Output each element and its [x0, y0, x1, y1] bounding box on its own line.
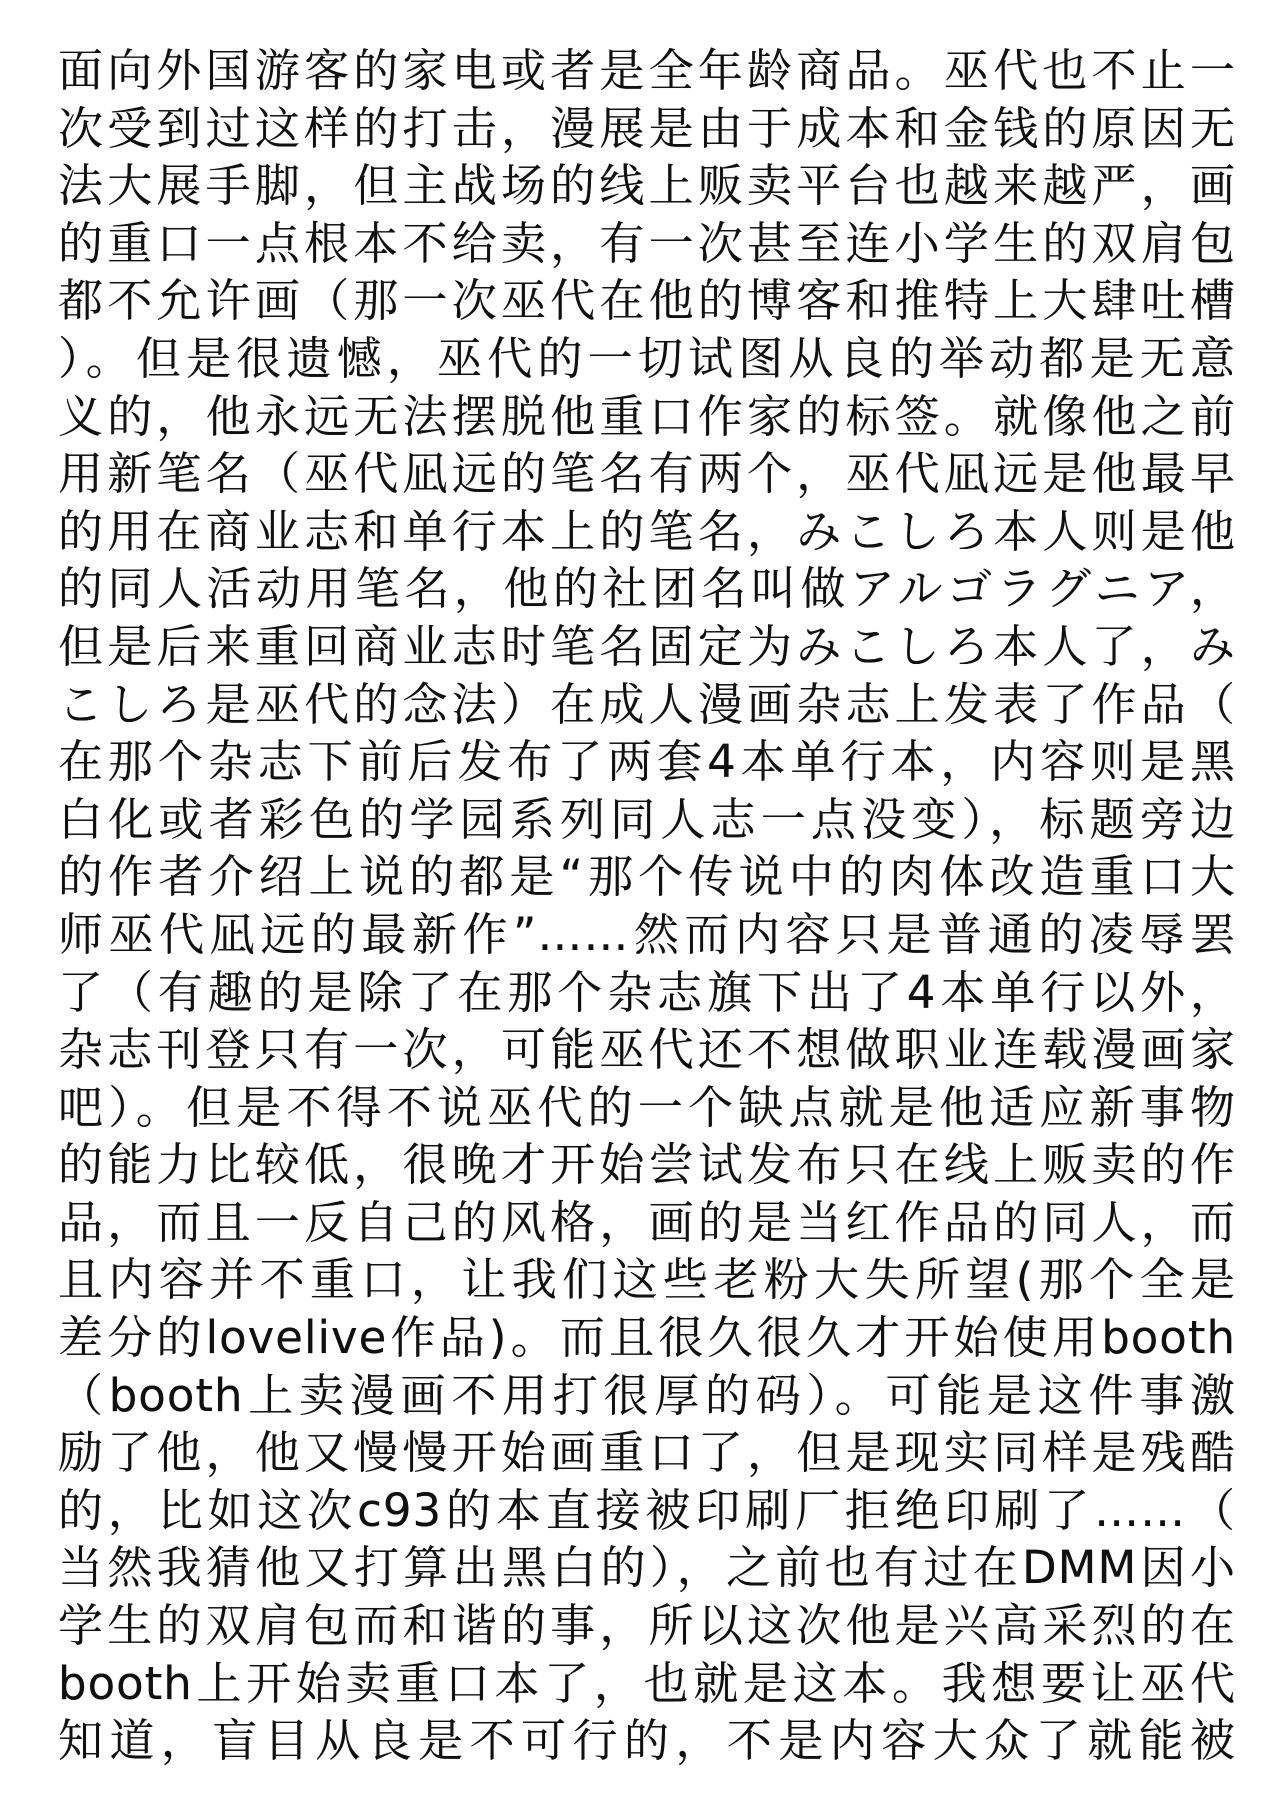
text-line: 的，比如这次c93的本直接被印刷厂拒绝印刷了……（	[58, 1483, 1236, 1537]
text-line: 的作者介绍上说的都是“那个传说中的肉体改造重口大	[58, 850, 1236, 904]
text-line: 都不允许画（那一次巫代在他的博客和推特上大肆吐槽	[58, 274, 1236, 328]
text-line: 面向外国游客的家电或者是全年龄商品。巫代也不止一	[58, 44, 1236, 97]
text-line: 义的，他永远无法摆脱他重口作家的标签。就像他之前	[58, 389, 1236, 443]
text-line: 且内容并不重口，让我们这些老粉大失所望(那个全是	[58, 1253, 1236, 1307]
text-line: ）。但是很遗憾，巫代的一切试图从良的举动都是无意	[58, 331, 1236, 385]
text-line: 的用在商业志和单行本上的笔名，みこしろ本人则是他	[58, 504, 1236, 558]
text-line: 当然我猜他又打算出黑白的），之前也有过在DMM因小	[58, 1541, 1236, 1595]
text-block	[58, 42, 1236, 1770]
text-line: こしろ是巫代的念法）在成人漫画杂志上发表了作品（	[58, 677, 1236, 731]
text-line: 但是后来重回商业志时笔名固定为みこしろ本人了，み	[58, 619, 1236, 673]
text-line: 次受到过这样的打击，漫展是由于成本和金钱的原因无	[58, 101, 1236, 155]
text-line: 白化或者彩色的学园系列同人志一点没变），标题旁边	[58, 792, 1236, 846]
text-line: 学生的双肩包而和谐的事，所以这次他是兴高采烈的在	[58, 1599, 1236, 1653]
text-line: 的重口一点根本不给卖，有一次甚至连小学生的双肩包	[58, 216, 1236, 270]
text-line: 法大展手脚，但主战场的线上贩卖平台也越来越严，画	[58, 159, 1236, 213]
text-line: 的能力比较低，很晚才开始尝试发布只在线上贩卖的作	[58, 1138, 1236, 1192]
text-line: 品，而且一反自己的风格，画的是当红作品的同人，而	[58, 1195, 1236, 1249]
text-line: 的同人活动用笔名，他的社团名叫做アルゴラグニア，	[58, 562, 1236, 616]
text-line: 在那个杂志下前后发布了两套4本单行本，内容则是黑	[58, 735, 1236, 789]
text-line: 差分的lovelive作品)。而且很久很久才开始使用booth	[58, 1311, 1236, 1365]
text-line: 师巫代凪远的最新作”……然而内容只是普通的凌辱罢	[58, 907, 1236, 961]
text-line: 知道，盲目从良是不可行的，不是内容大众了就能被	[58, 1714, 1236, 1768]
text-line: booth上开始卖重口本了，也就是这本。我想要让巫代	[58, 1656, 1236, 1710]
text-line: 杂志刊登只有一次，可能巫代还不想做职业连载漫画家	[58, 1023, 1236, 1077]
text-line: 励了他，他又慢慢开始画重口了，但是现实同样是残酷	[58, 1426, 1236, 1480]
text-line: 用新笔名（巫代凪远的笔名有两个，巫代凪远是他最早	[58, 447, 1236, 501]
text-line: 了（有趣的是除了在那个杂志旗下出了4本单行以外，	[58, 965, 1236, 1019]
text-line: 吧）。但是不得不说巫代的一个缺点就是他适应新事物	[58, 1080, 1236, 1134]
text-line: （booth上卖漫画不用打很厚的码）。可能是这件事激	[58, 1368, 1236, 1422]
